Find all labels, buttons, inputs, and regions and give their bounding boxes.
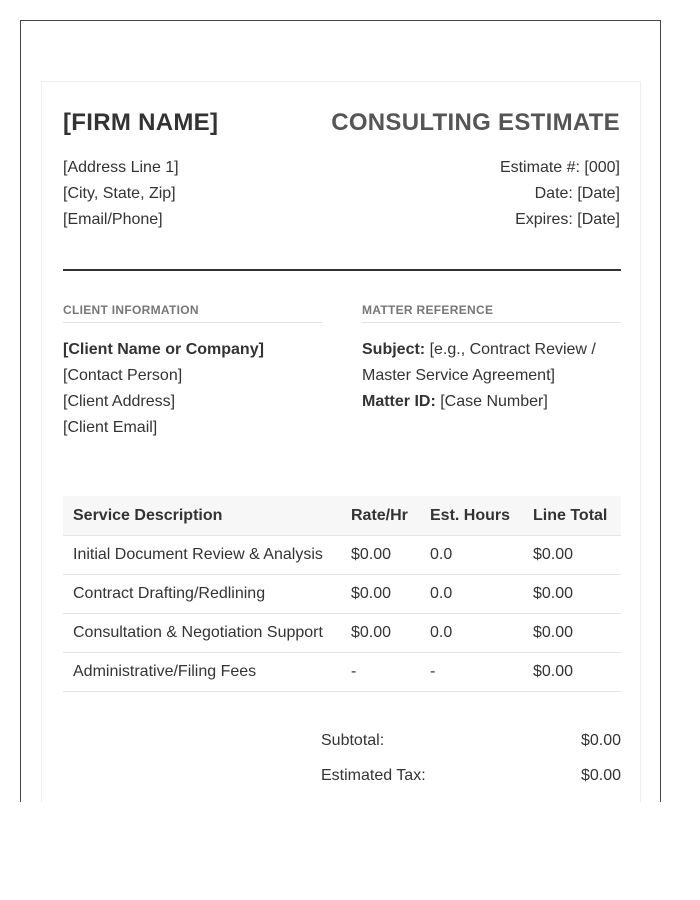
table-row — [63, 575, 621, 614]
matter-info-block — [362, 337, 621, 415]
firm-address-line1: [Address Line 1] — [63, 159, 179, 176]
column-header-hours: Est. Hours — [420, 496, 523, 536]
hours-cell: 0.0 — [420, 614, 523, 653]
rate-cell: $0.00 — [341, 575, 420, 614]
estimated-tax-row — [321, 767, 621, 787]
line-total-cell: $0.00 — [523, 653, 621, 692]
matter-subject-value: [e.g., Contract Review / Master Service Agreement] — [362, 341, 596, 384]
document-title: CONSULTING ESTIMATE — [331, 109, 620, 136]
header-divider — [63, 269, 621, 271]
client-contact: [Contact Person] — [63, 367, 183, 384]
rate-cell: - — [341, 653, 420, 692]
services-table — [63, 496, 621, 692]
hours-cell: 0.0 — [420, 536, 523, 575]
table-row — [63, 653, 621, 692]
firm-address-block — [63, 155, 179, 233]
rate-cell: $0.00 — [341, 536, 420, 575]
firm-contact-line: [Email/Phone] — [63, 211, 163, 228]
table-row — [63, 614, 621, 653]
matter-id-label: Matter ID: — [362, 393, 436, 410]
line-total-cell: $0.00 — [523, 614, 621, 653]
subtotal-label: Subtotal: — [321, 732, 385, 749]
subtotal-value: $0.00 — [580, 732, 621, 749]
matter-id-value: [Case Number] — [440, 393, 548, 410]
service-description: Administrative/Filing Fees — [63, 653, 341, 692]
matter-id — [362, 389, 621, 415]
estimate-date: Date: [Date] — [534, 185, 620, 202]
estimated-tax-value: $0.00 — [580, 767, 621, 784]
estimate-expires: Expires: [Date] — [515, 211, 620, 228]
service-description: Consultation & Negotiation Support — [63, 614, 341, 653]
client-name: [Client Name or Company] — [63, 341, 264, 358]
document-frame — [20, 20, 661, 802]
table-row — [63, 536, 621, 575]
estimate-sheet — [41, 81, 641, 802]
estimated-tax-label: Estimated Tax: — [321, 767, 426, 784]
estimate-meta-block — [500, 155, 620, 233]
line-total-cell: $0.00 — [523, 575, 621, 614]
client-section-heading: CLIENT INFORMATION — [63, 303, 323, 323]
column-header-description: Service Description — [63, 496, 341, 536]
firm-address-line2: [City, State, Zip] — [63, 185, 176, 202]
estimate-number: Estimate #: [000] — [499, 159, 620, 176]
table-header-row — [63, 496, 621, 536]
line-total-cell: $0.00 — [523, 536, 621, 575]
service-description: Initial Document Review & Analysis — [63, 536, 341, 575]
client-address: [Client Address] — [63, 393, 176, 410]
matter-section-heading: MATTER REFERENCE — [362, 303, 621, 323]
matter-subject-label: Subject: — [362, 341, 426, 358]
service-description: Contract Drafting/Redlining — [63, 575, 341, 614]
matter-subject — [362, 337, 621, 389]
rate-cell: $0.00 — [341, 614, 420, 653]
column-header-line-total: Line Total — [523, 496, 621, 536]
column-header-rate: Rate/Hr — [341, 496, 420, 536]
client-info-block — [63, 337, 264, 441]
client-email: [Client Email] — [63, 419, 158, 436]
firm-name: [FIRM NAME] — [63, 109, 219, 136]
hours-cell: - — [420, 653, 523, 692]
hours-cell: 0.0 — [420, 575, 523, 614]
subtotal-row — [321, 732, 621, 752]
